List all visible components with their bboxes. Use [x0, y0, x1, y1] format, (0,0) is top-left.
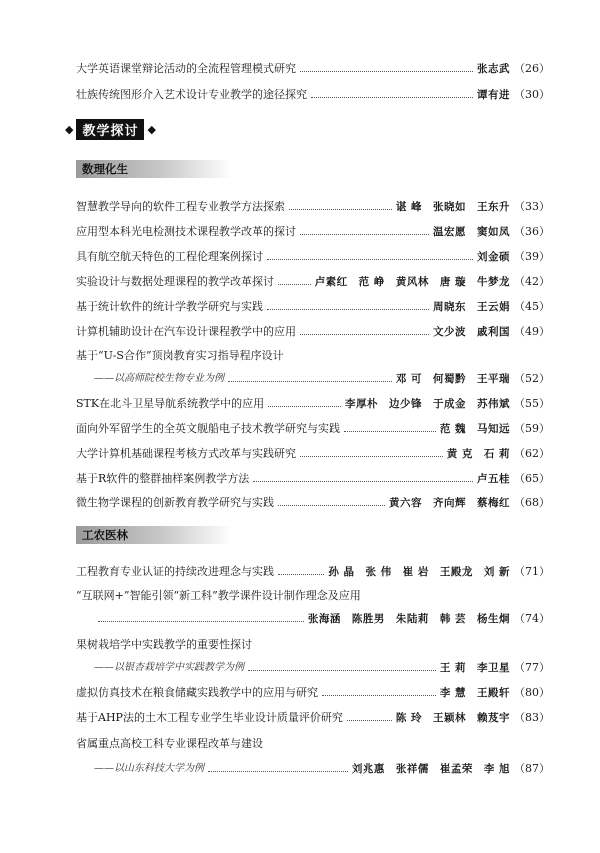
entry-page: （39）: [514, 250, 550, 263]
toc-entry[interactable]: [76, 682, 550, 700]
dot-leader: [278, 505, 385, 506]
entry-page: （83）: [514, 711, 550, 724]
entry-page: （30）: [514, 88, 550, 101]
dot-leader: [253, 481, 473, 482]
entry-title: 壮族传统图形介入艺术设计专业教学的途径探究: [76, 88, 307, 101]
entry-authors: 温宏愿 窦如凤: [433, 226, 510, 238]
entry-subtitle: ——以山东科技大学为例: [94, 763, 204, 774]
diamond-icon: ◆: [65, 122, 74, 136]
dot-leader: [344, 431, 436, 432]
entry-title: 基于R软件的整群抽样案例教学方法: [76, 472, 250, 485]
entry-page: （62）: [514, 447, 550, 460]
toc-entry[interactable]: [76, 196, 550, 214]
entry-page: （42）: [514, 275, 550, 288]
entry-page: （74）: [514, 612, 550, 625]
entry-authors: 刘金硕: [477, 251, 510, 263]
dot-leader: [289, 209, 392, 210]
dot-leader: [98, 621, 304, 622]
entry-page: （59）: [514, 422, 550, 435]
entry-title: 虚拟仿真技术在粮食储藏实践教学中的应用与研究: [76, 686, 318, 699]
entry-authors: 周晓东 王云娟: [433, 301, 510, 313]
entry-page: （87）: [514, 762, 550, 775]
entry-page: （36）: [514, 225, 550, 238]
entry-title: 工程教育专业认证的持续改进理念与实践: [76, 565, 274, 578]
section-heading-label: 教学探讨: [76, 119, 144, 140]
entry-title: 微生物学课程的创新教育教学研究与实践: [76, 496, 274, 509]
entry-authors: 黄 克 石 莉: [446, 448, 510, 460]
entry-title[interactable]: 果树栽培学中实践教学的重要性探讨: [76, 638, 252, 651]
entry-authors: 李厚朴 边少锋 于成金 苏伟斌: [345, 398, 510, 410]
entry-page: （33）: [514, 200, 550, 213]
entry-title: 计算机辅助设计在汽车设计课程教学中的应用: [76, 325, 296, 338]
entry-page: （80）: [514, 686, 550, 699]
entry-page: （77）: [514, 661, 550, 674]
entry-title: 面向外军留学生的全英文舰船电子技术教学研究与实践: [76, 422, 340, 435]
entry-title: 具有航空航天特色的工程伦理案例探讨: [76, 250, 263, 263]
entry-authors: 张海涵 陈胜男 朱陆莉 韩 芸 杨生炯: [307, 613, 510, 625]
entry-page: （55）: [514, 397, 550, 410]
toc-entry[interactable]: [76, 707, 550, 725]
toc-entry[interactable]: [76, 84, 550, 102]
toc-entry[interactable]: [76, 296, 550, 314]
entry-authors: 李 慧 王殿轩: [439, 687, 510, 699]
entry-title: 应用型本科光电检测技术课程教学改革的探讨: [76, 225, 296, 238]
entry-page: （52）: [514, 372, 550, 385]
entry-authors: 刘兆惠 张祥儒 崔孟荣 李 旭: [351, 763, 510, 775]
entry-page: （65）: [514, 472, 550, 485]
entry-authors: 谌 峰 张晓如 王东升: [395, 201, 510, 213]
entry-title: 大学英语课堂辩论活动的全流程管理模式研究: [76, 62, 296, 75]
toc-entry[interactable]: [76, 608, 550, 626]
entry-authors: 王 莉 李卫星: [439, 662, 510, 674]
dot-leader: [278, 284, 311, 285]
toc-entry[interactable]: [76, 418, 550, 436]
entry-title: 实验设计与数据处理课程的教学改革探讨: [76, 275, 274, 288]
entry-title: 基于统计软件的统计学教学研究与实践: [76, 300, 263, 313]
toc-entry[interactable]: [76, 271, 550, 289]
entry-authors: 卢素红 范 峥 黄风林 唐 璇 牛梦龙: [314, 276, 510, 288]
diamond-icon: ◆: [147, 122, 156, 136]
entry-authors: 卢五桂: [477, 473, 510, 485]
dot-leader: [278, 574, 324, 575]
toc-entry[interactable]: [76, 221, 550, 239]
toc-entry[interactable]: [76, 58, 550, 76]
entry-page: （49）: [514, 325, 550, 338]
dot-leader: [208, 771, 348, 772]
dot-leader: [322, 695, 436, 696]
entry-subtitle: ——以高师院校生物专业为例: [94, 373, 224, 384]
entry-title: 基于AHP法的土木工程专业学生毕业设计质量评价研究: [76, 711, 343, 724]
dot-leader: [267, 309, 429, 310]
entry-title: 智慧教学导向的软件工程专业教学方法探索: [76, 200, 285, 213]
dot-leader: [347, 720, 392, 721]
toc-entry[interactable]: [76, 321, 550, 339]
dot-leader: [228, 381, 392, 382]
dot-leader: [267, 259, 473, 260]
entry-title[interactable]: 省属重点高校工科专业课程改革与建设: [76, 737, 263, 750]
entry-authors: 谭有进: [477, 89, 510, 101]
entry-page: （45）: [514, 300, 550, 313]
entry-title[interactable]: 基于“U-S合作”顶岗教育实习指导程序设计: [76, 349, 284, 362]
entry-title[interactable]: “互联网+”智能引领“新工科”教学课件设计制作理念及应用: [76, 589, 361, 602]
toc-entry[interactable]: [76, 492, 550, 510]
entry-title: STK在北斗卫星导航系统教学中的应用: [76, 397, 265, 410]
dot-leader: [248, 670, 436, 671]
toc-entry[interactable]: [76, 246, 550, 264]
toc-entry[interactable]: [76, 393, 550, 411]
entry-subtitle: ——以银杏栽培学中实践教学为例: [94, 662, 244, 673]
toc-entry[interactable]: [76, 468, 550, 486]
entry-page: （68）: [514, 496, 550, 509]
section-heading: [62, 118, 159, 140]
entry-authors: 张志武: [477, 63, 510, 75]
entry-authors: 文少波 戚利国: [433, 326, 510, 338]
entry-title: 大学计算机基础课程考核方式改革与实践研究: [76, 447, 296, 460]
toc-entry[interactable]: [76, 368, 550, 386]
toc-entry[interactable]: [76, 657, 550, 675]
dot-leader: [311, 97, 473, 98]
dot-leader: [300, 234, 429, 235]
entry-authors: 黄六容 齐向辉 蔡梅红: [389, 497, 510, 509]
entry-authors: 孙 晶 张 伟 崔 岩 王殿龙 刘 新: [328, 566, 510, 578]
dot-leader: [268, 406, 341, 407]
entry-authors: 范 魏 马知远: [439, 423, 510, 435]
entry-page: （26）: [514, 62, 550, 75]
subsection-bar: 工农医林: [76, 526, 232, 544]
dot-leader: [300, 456, 443, 457]
subsection-bar: 数理化生: [76, 160, 232, 178]
dot-leader: [300, 334, 429, 335]
entry-page: （71）: [514, 565, 550, 578]
toc-entry[interactable]: [76, 758, 550, 776]
entry-authors: 陈 玲 王颖林 赖芨宇: [395, 712, 510, 724]
toc-entry[interactable]: [76, 443, 550, 461]
toc-entry[interactable]: [76, 561, 550, 579]
entry-authors: 邓 可 何蜀黔 王平瑞: [395, 373, 510, 385]
dot-leader: [300, 71, 473, 72]
